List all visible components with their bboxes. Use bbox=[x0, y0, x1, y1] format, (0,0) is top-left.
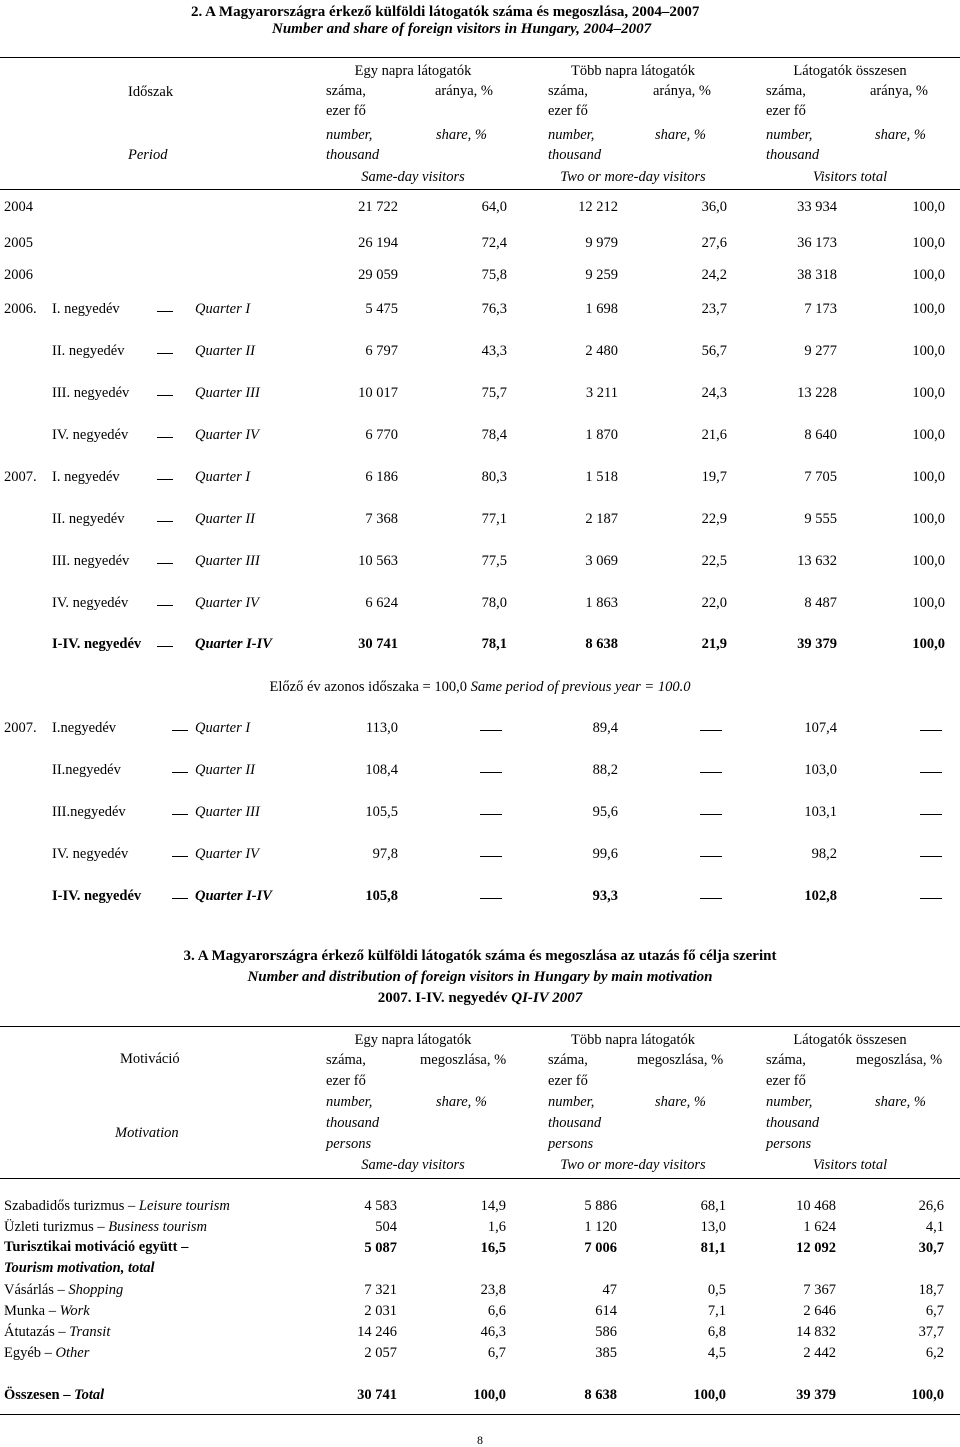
motivation-hu: Átutazás ‒ bbox=[4, 1324, 66, 1340]
table-cell: 2 646 bbox=[803, 1303, 836, 1319]
table-cell: 36 173 bbox=[797, 235, 837, 251]
table-cell: 100,0 bbox=[912, 511, 945, 527]
table-cell: 27,6 bbox=[701, 235, 727, 251]
table-cell: 97,8 bbox=[372, 846, 398, 862]
table-cell: 9 259 bbox=[585, 267, 618, 283]
table-cell: 26,6 bbox=[918, 1198, 944, 1214]
table-cell: 98,2 bbox=[811, 846, 837, 862]
dash-separator bbox=[172, 772, 188, 773]
row-period: 2007. bbox=[4, 469, 37, 485]
motivation-hu: Vásárlás ‒ bbox=[4, 1282, 65, 1298]
table-cell: 22,0 bbox=[701, 595, 727, 611]
table-cell: 95,6 bbox=[592, 804, 618, 820]
row-quarter-en: Quarter II bbox=[195, 343, 256, 359]
table-cell: 72,4 bbox=[481, 235, 507, 251]
table-cell: 13 632 bbox=[797, 553, 837, 569]
row-quarter-hu: III. negyedév bbox=[52, 385, 130, 401]
table-cell: 22,9 bbox=[701, 511, 727, 527]
table-cell: 19,7 bbox=[701, 469, 727, 485]
table3-title: 3. A Magyarországra érkező külföldi látogatók száma és megoszlása az utazás fő célja szerint bbox=[183, 948, 777, 964]
row-quarter-en: Quarter I bbox=[195, 469, 251, 485]
row-quarter-en: Quarter I-IV bbox=[195, 888, 272, 904]
table-cell: 39 379 bbox=[797, 636, 837, 652]
col-number-label-en: number, bbox=[548, 127, 595, 143]
table-cell: 586 bbox=[595, 1324, 617, 1340]
col-number-unit-en: thousand bbox=[766, 1115, 820, 1131]
group-multi-day: Több napra látogatók bbox=[570, 63, 695, 79]
group-total: Látogatók összesen bbox=[793, 1032, 907, 1048]
table-cell: 46,3 bbox=[480, 1324, 506, 1340]
table-cell: 100,0 bbox=[912, 385, 945, 401]
col-number-unit: ezer fő bbox=[548, 103, 588, 119]
table-cell: 5 087 bbox=[364, 1240, 397, 1256]
table-cell: 100,0 bbox=[912, 553, 945, 569]
table-cell: 108,4 bbox=[365, 762, 398, 778]
col-number-label-en: number, bbox=[766, 127, 813, 143]
table-cell: 21,6 bbox=[701, 427, 727, 443]
table-cell: 8 638 bbox=[584, 1387, 617, 1403]
table-cell: 14 246 bbox=[357, 1324, 397, 1340]
period-label: Időszak bbox=[128, 84, 174, 100]
previous-year-caption-hu: Előző év azonos időszaka = 100,0 bbox=[269, 679, 467, 695]
motivation-en: Work bbox=[59, 1303, 90, 1319]
row-period: 2006. bbox=[4, 301, 37, 317]
table-cell: 4,1 bbox=[925, 1219, 944, 1235]
table-cell: 8 638 bbox=[585, 636, 618, 652]
dash-separator bbox=[172, 814, 188, 815]
row-quarter-hu: III.negyedév bbox=[52, 804, 126, 820]
col-share-label: aránya, % bbox=[870, 83, 928, 99]
motivation-row-label bbox=[4, 1283, 123, 1298]
table-cell: 2 031 bbox=[364, 1303, 397, 1319]
motivation-row-label bbox=[4, 1304, 90, 1319]
col-number-unit: ezer fő bbox=[766, 1073, 806, 1089]
row-quarter-hu: II. negyedév bbox=[52, 343, 125, 359]
group-total-en: Visitors total bbox=[812, 1157, 888, 1173]
col-share-label: megoszlása, % bbox=[420, 1052, 507, 1068]
motivation-label: Motiváció bbox=[120, 1051, 180, 1067]
group-same-day-en: Same-day visitors bbox=[361, 169, 465, 185]
col-number-label: száma, bbox=[548, 1052, 588, 1068]
table-cell: 4 583 bbox=[364, 1198, 397, 1214]
row-quarter-en: Quarter III bbox=[195, 553, 260, 569]
group-multi-day-en: Two or more-day visitors bbox=[560, 1157, 706, 1173]
table-cell: 23,8 bbox=[480, 1282, 506, 1298]
motivation-hu: Egyéb ‒ bbox=[4, 1345, 52, 1361]
row-quarter-en: Quarter II bbox=[195, 762, 256, 778]
col-share-label-en: share, % bbox=[655, 1094, 707, 1110]
table-cell: 9 979 bbox=[585, 235, 618, 251]
table-cell: 100,0 bbox=[911, 1387, 944, 1403]
table-cell: 2 187 bbox=[585, 511, 618, 527]
table-cell: 9 277 bbox=[804, 343, 837, 359]
dash-separator bbox=[172, 730, 188, 731]
col-number-label: száma, bbox=[326, 1052, 366, 1068]
table-cell: 77,5 bbox=[481, 553, 507, 569]
motivation-en: Business tourism bbox=[108, 1219, 207, 1235]
table-cell: 81,1 bbox=[700, 1240, 726, 1256]
table-cell: 78,4 bbox=[481, 427, 507, 443]
table-cell: 1 518 bbox=[585, 469, 618, 485]
previous-year-caption bbox=[190, 680, 770, 695]
motivation-row-label bbox=[4, 1388, 104, 1403]
table-cell: 24,2 bbox=[701, 267, 727, 283]
table-cell: 56,7 bbox=[701, 343, 727, 359]
col-number-unit: ezer fő bbox=[548, 1073, 588, 1089]
table-cell: 7 368 bbox=[365, 511, 398, 527]
table-cell: 76,3 bbox=[481, 301, 507, 317]
group-total-en: Visitors total bbox=[812, 169, 888, 185]
row-period: 2006 bbox=[4, 267, 33, 283]
col-number-label: száma, bbox=[766, 83, 806, 99]
row-quarter-hu: II. negyedév bbox=[52, 511, 125, 527]
table3-period-hu: 2007. I-IV. negyedév bbox=[377, 990, 508, 1006]
table-cell: 22,5 bbox=[701, 553, 727, 569]
table-cell: 47 bbox=[602, 1282, 617, 1298]
table-cell: 89,4 bbox=[592, 720, 618, 736]
table-cell: 68,1 bbox=[700, 1198, 726, 1214]
row-period: 2004 bbox=[4, 199, 33, 215]
table-cell: 2 480 bbox=[585, 343, 618, 359]
dash-separator bbox=[157, 479, 173, 480]
col-share-label-en: share, % bbox=[436, 127, 488, 143]
table-cell: 504 bbox=[375, 1219, 397, 1235]
table-cell: 6 624 bbox=[365, 595, 398, 611]
row-quarter-en: Quarter I bbox=[195, 301, 251, 317]
table-cell: 6,6 bbox=[487, 1303, 506, 1319]
row-period: 2007. bbox=[4, 720, 37, 736]
table-cell: 21,9 bbox=[701, 636, 727, 652]
period-label-en: Period bbox=[128, 147, 168, 163]
col-number-persons-en: persons bbox=[766, 1136, 812, 1152]
table-cell: 100,0 bbox=[693, 1387, 726, 1403]
col-share-label: megoszlása, % bbox=[637, 1052, 724, 1068]
motivation-en: Total bbox=[74, 1387, 105, 1403]
table-cell: 7,1 bbox=[707, 1303, 726, 1319]
table-cell: 100,0 bbox=[912, 199, 945, 215]
table-cell: 6,2 bbox=[925, 1345, 944, 1361]
table-cell: 13 228 bbox=[797, 385, 837, 401]
table-cell: 24,3 bbox=[701, 385, 727, 401]
table-cell: 21 722 bbox=[358, 199, 398, 215]
table-cell: 14,9 bbox=[480, 1198, 506, 1214]
dash-separator bbox=[157, 521, 173, 522]
motivation-hu: Összesen ‒ bbox=[4, 1387, 71, 1403]
group-multi-day: Több napra látogatók bbox=[570, 1032, 695, 1048]
table-cell: 105,5 bbox=[365, 804, 398, 820]
table-cell: 5 475 bbox=[365, 301, 398, 317]
table-cell: 26 194 bbox=[358, 235, 398, 251]
table-cell: 100,0 bbox=[473, 1387, 506, 1403]
dash-separator bbox=[172, 856, 188, 857]
table-cell: 30 741 bbox=[357, 1387, 397, 1403]
table-cell: 93,3 bbox=[592, 888, 618, 904]
table-cell: 33 934 bbox=[797, 199, 837, 215]
table-cell: 3 211 bbox=[585, 385, 618, 401]
table-cell: 88,2 bbox=[592, 762, 618, 778]
not-applicable-dash bbox=[920, 772, 942, 773]
not-applicable-dash bbox=[920, 814, 942, 815]
table-cell: 43,3 bbox=[481, 343, 507, 359]
table3-period bbox=[0, 991, 960, 1006]
previous-year-caption-en: Same period of previous year = 100.0 bbox=[470, 679, 691, 695]
page-number: 8 bbox=[477, 1433, 483, 1447]
table-cell: 385 bbox=[595, 1345, 617, 1361]
col-number-unit-en: thousand bbox=[326, 1115, 380, 1131]
table-cell: 103,1 bbox=[804, 804, 837, 820]
table3-top-rule bbox=[0, 1026, 960, 1027]
table-cell: 100,0 bbox=[912, 343, 945, 359]
table-cell: 10 017 bbox=[358, 385, 398, 401]
dash-separator bbox=[157, 605, 173, 606]
table-cell: 100,0 bbox=[912, 595, 945, 611]
row-quarter-hu: IV. negyedév bbox=[52, 595, 129, 611]
col-share-label-en: share, % bbox=[436, 1094, 488, 1110]
dash-separator bbox=[157, 395, 173, 396]
table-cell: 16,5 bbox=[480, 1240, 506, 1256]
table-cell: 1 120 bbox=[584, 1219, 617, 1235]
table-cell: 103,0 bbox=[804, 762, 837, 778]
table-cell: 75,7 bbox=[481, 385, 507, 401]
motivation-hu: Munka ‒ bbox=[4, 1303, 56, 1319]
table-cell: 7 173 bbox=[804, 301, 837, 317]
table-cell: 75,8 bbox=[481, 267, 507, 283]
row-quarter-hu: I-IV. negyedév bbox=[52, 888, 142, 904]
row-quarter-en: Quarter IV bbox=[195, 595, 260, 611]
table3-bottom-rule bbox=[0, 1414, 960, 1415]
table-cell: 100,0 bbox=[912, 636, 945, 652]
col-number-label-en: number, bbox=[326, 127, 373, 143]
motivation-hu: Szabadidős turizmus ‒ bbox=[4, 1198, 136, 1214]
dash-separator bbox=[157, 311, 173, 312]
table-cell: 23,7 bbox=[701, 301, 727, 317]
row-quarter-hu: II.negyedév bbox=[52, 762, 121, 778]
table-cell: 100,0 bbox=[912, 427, 945, 443]
table-cell: 113,0 bbox=[365, 720, 398, 736]
table-cell: 1 624 bbox=[803, 1219, 836, 1235]
table-cell: 18,7 bbox=[918, 1282, 944, 1298]
table-cell: 105,8 bbox=[365, 888, 398, 904]
table-cell: 102,8 bbox=[804, 888, 837, 904]
row-quarter-hu: III. negyedév bbox=[52, 553, 130, 569]
col-number-unit: ezer fő bbox=[326, 1073, 366, 1089]
motivation-row-label bbox=[4, 1237, 188, 1279]
table-cell: 2 442 bbox=[803, 1345, 836, 1361]
table3-title-en: Number and distribution of foreign visitors in Hungary by main motivation bbox=[247, 969, 713, 985]
table-cell: 6 770 bbox=[365, 427, 398, 443]
table3-header-rule bbox=[0, 1178, 960, 1179]
table-cell: 7 006 bbox=[584, 1240, 617, 1256]
row-quarter-hu: I-IV. negyedév bbox=[52, 636, 142, 652]
table-cell: 614 bbox=[595, 1303, 617, 1319]
row-quarter-en: Quarter IV bbox=[195, 427, 260, 443]
not-applicable-dash bbox=[920, 730, 942, 731]
row-quarter-hu: IV. negyedév bbox=[52, 846, 129, 862]
group-total: Látogatók összesen bbox=[793, 63, 907, 79]
motivation-en: Leisure tourism bbox=[138, 1198, 230, 1214]
table-cell: 99,6 bbox=[592, 846, 618, 862]
dash-separator bbox=[157, 563, 173, 564]
row-quarter-hu: I. negyedév bbox=[52, 469, 120, 485]
col-number-unit: ezer fő bbox=[326, 103, 366, 119]
row-quarter-en: Quarter IV bbox=[195, 846, 260, 862]
table-cell: 12 212 bbox=[578, 199, 618, 215]
table-cell: 7 367 bbox=[803, 1282, 836, 1298]
table-cell: 1 863 bbox=[585, 595, 618, 611]
motivation-en: Transit bbox=[69, 1324, 111, 1340]
table-cell: 80,3 bbox=[481, 469, 507, 485]
table-cell: 30 741 bbox=[358, 636, 398, 652]
row-quarter-en: Quarter I-IV bbox=[195, 636, 272, 652]
table3-period-en: QI-IV 2007 bbox=[511, 990, 583, 1006]
motivation-row-label bbox=[4, 1325, 110, 1340]
col-share-label-en: share, % bbox=[875, 127, 927, 143]
table-cell: 100,0 bbox=[912, 235, 945, 251]
row-quarter-en: Quarter II bbox=[195, 511, 256, 527]
table-cell: 10 563 bbox=[358, 553, 398, 569]
dash-separator bbox=[157, 646, 173, 647]
table-cell: 3 069 bbox=[585, 553, 618, 569]
table-cell: 107,4 bbox=[804, 720, 837, 736]
table-cell: 6,7 bbox=[925, 1303, 944, 1319]
row-quarter-hu: I.negyedév bbox=[52, 720, 117, 736]
table-cell: 78,1 bbox=[481, 636, 507, 652]
table-cell: 37,7 bbox=[918, 1324, 944, 1340]
col-share-label: megoszlása, % bbox=[856, 1052, 943, 1068]
table-cell: 6 186 bbox=[365, 469, 398, 485]
dash-separator bbox=[157, 437, 173, 438]
table-cell: 4,5 bbox=[707, 1345, 726, 1361]
table-cell: 6,7 bbox=[487, 1345, 506, 1361]
col-number-unit-en: thousand bbox=[326, 147, 380, 163]
dash-separator bbox=[157, 353, 173, 354]
table-cell: 5 886 bbox=[584, 1198, 617, 1214]
table-cell: 38 318 bbox=[797, 267, 837, 283]
table-cell: 8 640 bbox=[804, 427, 837, 443]
table-cell: 1 698 bbox=[585, 301, 618, 317]
dash-separator bbox=[172, 898, 188, 899]
col-number-persons-en: persons bbox=[326, 1136, 372, 1152]
motivation-en: Shopping bbox=[68, 1282, 124, 1298]
motivation-row-label bbox=[4, 1220, 207, 1235]
table2-title-en: Number and share of foreign visitors in Hungary, 2004‒2007 bbox=[272, 21, 652, 37]
row-quarter-hu: IV. negyedév bbox=[52, 427, 129, 443]
col-number-label-en: number, bbox=[326, 1094, 373, 1110]
table-cell: 1,6 bbox=[487, 1219, 506, 1235]
col-number-label: száma, bbox=[326, 83, 366, 99]
not-applicable-dash bbox=[920, 898, 942, 899]
row-quarter-en: Quarter III bbox=[195, 804, 260, 820]
table-cell: 6,8 bbox=[707, 1324, 726, 1340]
table-cell: 2 057 bbox=[364, 1345, 397, 1361]
table-cell: 64,0 bbox=[481, 199, 507, 215]
motivation-row-label bbox=[4, 1346, 89, 1361]
group-multi-day-en: Two or more-day visitors bbox=[560, 169, 706, 185]
table-cell: 6 797 bbox=[365, 343, 398, 359]
row-quarter-hu: I. negyedév bbox=[52, 301, 120, 317]
motivation-hu: Turisztikai motiváció együtt ‒ bbox=[4, 1239, 189, 1255]
col-number-label-en: number, bbox=[766, 1094, 813, 1110]
table-cell: 7 705 bbox=[804, 469, 837, 485]
table-cell: 9 555 bbox=[804, 511, 837, 527]
table-cell: 100,0 bbox=[912, 301, 945, 317]
table-cell: 8 487 bbox=[804, 595, 837, 611]
motivation-hu: Üzleti turizmus ‒ bbox=[4, 1219, 105, 1235]
table2-title: 2. A Magyarországra érkező külföldi látogatók száma és megoszlása, 2004‒2007 bbox=[191, 4, 700, 20]
motivation-label-en: Motivation bbox=[115, 1125, 179, 1141]
group-same-day-en: Same-day visitors bbox=[361, 1157, 465, 1173]
table-cell: 10 468 bbox=[796, 1198, 836, 1214]
table-cell: 39 379 bbox=[796, 1387, 836, 1403]
table-cell: 14 832 bbox=[796, 1324, 836, 1340]
table-cell: 30,7 bbox=[918, 1240, 944, 1256]
table-cell: 78,0 bbox=[481, 595, 507, 611]
not-applicable-dash bbox=[920, 856, 942, 857]
table-cell: 0,5 bbox=[707, 1282, 726, 1298]
col-share-label-en: share, % bbox=[655, 127, 707, 143]
col-number-unit-en: thousand bbox=[766, 147, 820, 163]
col-number-unit-en: thousand bbox=[548, 1115, 602, 1131]
group-same-day: Egy napra látogatók bbox=[354, 63, 472, 79]
col-number-label: száma, bbox=[766, 1052, 806, 1068]
table-cell: 29 059 bbox=[358, 267, 398, 283]
table-cell: 1 870 bbox=[585, 427, 618, 443]
table-cell: 100,0 bbox=[912, 267, 945, 283]
col-number-label-en: number, bbox=[548, 1094, 595, 1110]
table2-top-rule bbox=[0, 57, 960, 58]
col-number-unit-en: thousand bbox=[548, 147, 602, 163]
table-cell: 100,0 bbox=[912, 469, 945, 485]
col-number-label: száma, bbox=[548, 83, 588, 99]
col-share-label: aránya, % bbox=[435, 83, 493, 99]
motivation-row-label bbox=[4, 1199, 230, 1214]
table-cell: 12 092 bbox=[796, 1240, 836, 1256]
table2-header-rule bbox=[0, 189, 960, 190]
row-period: 2005 bbox=[4, 235, 33, 251]
motivation-en: Other bbox=[55, 1345, 90, 1361]
col-share-label: aránya, % bbox=[653, 83, 711, 99]
table-cell: 36,0 bbox=[701, 199, 727, 215]
col-share-label-en: share, % bbox=[875, 1094, 927, 1110]
row-quarter-en: Quarter III bbox=[195, 385, 260, 401]
table-cell: 13,0 bbox=[700, 1219, 726, 1235]
table-cell: 7 321 bbox=[364, 1282, 397, 1298]
col-number-unit: ezer fő bbox=[766, 103, 806, 119]
row-quarter-en: Quarter I bbox=[195, 720, 251, 736]
group-same-day: Egy napra látogatók bbox=[354, 1032, 472, 1048]
table-cell: 77,1 bbox=[481, 511, 507, 527]
motivation-en: Tourism motivation, total bbox=[4, 1260, 155, 1276]
col-number-persons-en: persons bbox=[548, 1136, 594, 1152]
